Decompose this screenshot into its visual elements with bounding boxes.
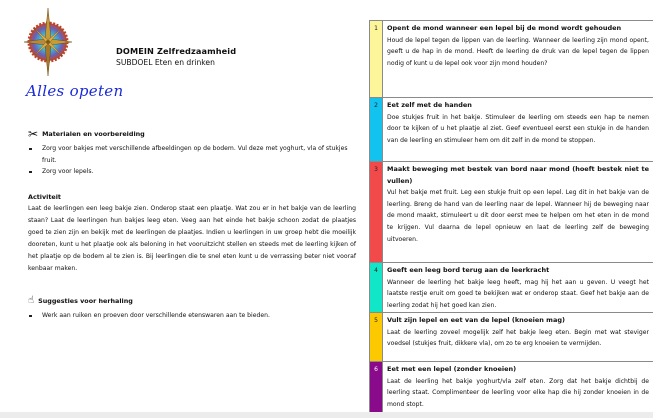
- steps-table: [369, 20, 653, 413]
- step-number: 4: [370, 263, 383, 312]
- step-body: Wanneer de leerling het bakje leeg heeft, mag hij het aan u geven. U veegt het laatste restje eruit om goed te bekijken wat er onderop staat. Geef het bakje aan de leerling zodat hij het goed kan zien.: [387, 278, 649, 309]
- step-row-5: [370, 313, 653, 362]
- step-content: [383, 313, 653, 361]
- activity-body: Laat de leerlingen een leeg bakje zien. Onderop staat een plaatje. Wat zou er in het bakje van de leerling staan? Laat de leerlingen hun bakjes leeg eten. Veeg aan het einde het bakje schoon zodat de plaatjes goed te zien zijn en bekijk met de leerlingen de plaatjes. Indien u leerlingen in uw groep hebt die moeilijk dooreten, kunt u het plaatje ook als beloning in het vooruitzicht stellen en steeds met de leerling kijken of het plaatje op de bodem al te zien is. Bij leerlingen die te snel eten kunt u de verrassing beter niet vooraf kenbaar maken.: [28, 205, 356, 272]
- materials-heading: [28, 128, 145, 140]
- step-title: Eet zelf met de handen: [387, 101, 472, 109]
- step-title: Geeft een leeg bord terug aan de leerkracht: [387, 266, 550, 274]
- step-content: [383, 98, 653, 161]
- list-item: Zorg voor bakjes met verschillende afbeeldingen op de bodem. Vul deze met yoghurt, vla of stukjes fruit.: [28, 143, 348, 166]
- step-title: Eet met een lepel (zonder knoeien): [387, 365, 517, 373]
- list-item: Zorg voor lepels.: [28, 166, 348, 178]
- step-row-4: [370, 263, 653, 313]
- activity-title: Alles opeten: [26, 82, 124, 100]
- compass-rose-icon: [22, 4, 72, 80]
- activity-heading: Activiteit: [28, 193, 61, 201]
- step-content: [383, 263, 653, 312]
- step-body: Laat de leerling het bakje yoghurt/vla zelf eten. Zorg dat het bakje dichtbij de leerling staat. Complimenteer de leerling voor elke hap die hij zonder knoeien in de mond stopt.: [387, 377, 649, 408]
- step-content: [383, 162, 653, 262]
- step-body: Doe stukjes fruit in het bakje. Stimuleer de leerling om steeds een hap te nemen door te kijken of u het plaatje al ziet. Geef eventueel eerst een stukje in de handen van de leerling en stimuleer hem om dit zelf in de mond te stoppen.: [387, 113, 649, 144]
- suggestions-heading-text: Suggesties voor herhaling: [38, 297, 133, 305]
- step-number: 5: [370, 313, 383, 361]
- step-title: Maakt beweging met bestek van bord naar mond (hoeft bestek niet te vullen): [387, 165, 649, 185]
- step-title: Vult zijn lepel en eet van de lepel (knoeien mag): [387, 316, 565, 324]
- step-number: 1: [370, 21, 383, 97]
- pointing-hand-icon: ☝: [28, 295, 35, 306]
- step-row-6: [370, 362, 653, 412]
- suggestions-heading: [28, 296, 133, 306]
- step-body: Vul het bakje met fruit. Leg een stukje fruit op een lepel. Leg dit in het bakje van de leerling. Breng de hand van de leerling naar de lepel. Wanneer hij de beweging naar de mond maakt, stimuleert u dit door eerst mee te helpen om het eten in de mond te krijgen. Vul daarna de lepel opnieuw en laat de leerling zelf de beweging uitvoeren.: [387, 189, 649, 243]
- step-number: 6: [370, 362, 383, 412]
- step-title: Opent de mond wanneer een lepel bij de mond wordt gehouden: [387, 24, 622, 32]
- list-item: Werk aan ruiken en proeven door verschillende etenswaren aan te bieden.: [28, 310, 348, 322]
- step-number: 3: [370, 162, 383, 262]
- step-body: Houd de lepel tegen de lippen van de leerling. Wanneer de leerling zijn mond opent, geeft u de hap in de mond. Heeft de leerling de druk van de lepel tegen de lippen nodig of kunt u de lepel ook voor zijn mond houden?: [387, 36, 649, 67]
- step-content: [383, 362, 653, 412]
- materials-heading-text: Materialen en voorbereiding: [42, 130, 145, 138]
- suggestions-list: [28, 310, 348, 322]
- scissors-icon: ✂: [28, 127, 39, 141]
- page-bottom-edge: [0, 412, 653, 418]
- step-body: Laat de leerling zoveel mogelijk zelf het bakje leeg eten. Begin met wat steviger voedsel (stukjes fruit, dikkere vla), om zo te erg knoeien te vermijden.: [387, 328, 649, 348]
- step-row-2: [370, 98, 653, 162]
- step-content: [383, 21, 653, 97]
- domain-label: DOMEIN Zelfredzaamheid: [116, 46, 237, 56]
- subdoel-label: SUBDOEL Eten en drinken: [116, 58, 215, 67]
- materials-list: [28, 143, 348, 178]
- step-number: 2: [370, 98, 383, 161]
- step-row-1: [370, 21, 653, 98]
- step-row-3: [370, 162, 653, 263]
